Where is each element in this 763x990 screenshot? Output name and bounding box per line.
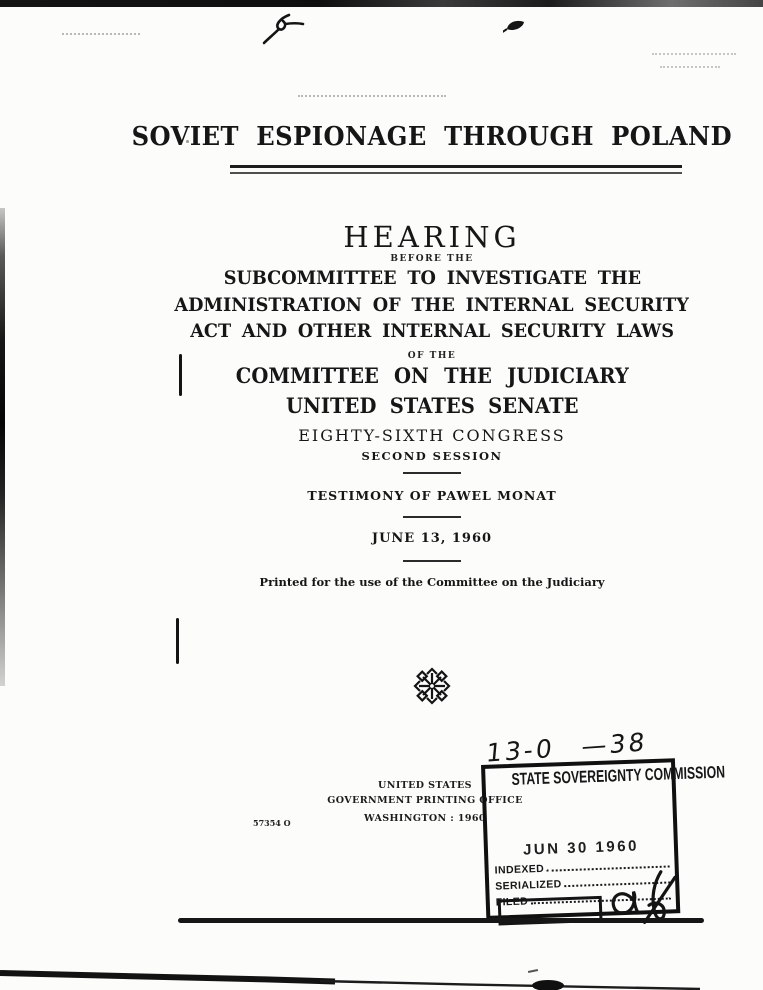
- printers-ornament: [412, 666, 452, 706]
- subcommittee-line: SUBCOMMITTEE TO INVESTIGATE THE: [223, 267, 641, 289]
- congress-label: EIGHTY-SIXTH CONGRESS: [298, 426, 566, 445]
- scan-speckle: [652, 53, 736, 55]
- top-edge-artifact: [0, 0, 763, 7]
- divider-rule: [403, 560, 461, 562]
- imprint-line: GOVERNMENT PRINTING OFFICE: [327, 795, 523, 806]
- before-the-label: BEFORE THE: [390, 254, 474, 264]
- imprint-line: WASHINGTON : 1960: [364, 813, 486, 824]
- left-edge-artifact: [0, 208, 5, 686]
- handwritten-number: 13-0 —38: [484, 727, 649, 768]
- scan-speckle: [62, 33, 140, 35]
- scan-speckle: [660, 66, 720, 68]
- subcommittee-name: [69, 265, 763, 345]
- double-rule: [230, 165, 682, 174]
- subcommittee-line: ACT AND OTHER INTERNAL SECURITY LAWS: [190, 320, 674, 342]
- hearing-date: JUNE 13, 1960: [371, 531, 493, 546]
- sovereignty-stamp: [481, 758, 726, 920]
- stamp-row-label: SERIALIZED: [495, 878, 562, 893]
- subcommittee-line: ADMINISTRATION OF THE INTERNAL SECURITY: [174, 293, 690, 316]
- bottom-rule: [178, 918, 704, 923]
- page-title: [69, 122, 763, 152]
- divider-rule: [403, 516, 461, 518]
- stamp-date: JUN 30 1960: [522, 837, 640, 859]
- page-title-text: SOVIET ESPIONAGE THROUGH POLAND: [131, 122, 733, 152]
- divider-rule: [403, 472, 461, 474]
- ink-blob: [503, 17, 531, 35]
- gpo-job-number: 57354 O: [253, 818, 291, 828]
- senate-name: UNITED STATES SENATE: [285, 393, 579, 418]
- margin-tick: [176, 618, 179, 664]
- imprint-line: UNITED STATES: [378, 780, 472, 791]
- ink-flourish: [255, 12, 307, 46]
- stamp-header: STATE SOVEREIGNTY COMMISSION: [511, 762, 726, 789]
- testimony-line: TESTIMONY OF PAWEL MONAT: [307, 488, 557, 503]
- stamp-row-label: INDEXED: [494, 862, 545, 877]
- session-label: SECOND SESSION: [361, 449, 503, 463]
- scan-speckle: [298, 95, 446, 97]
- hearing-heading: HEARING: [343, 220, 521, 254]
- of-the-label: OF THE: [407, 351, 457, 361]
- bottom-edge-artifact: [0, 964, 763, 990]
- committee-name: COMMITTEE ON THE JUDICIARY: [235, 363, 629, 388]
- stamp-row-label: FILED: [495, 895, 529, 909]
- printed-note: Printed for the use of the Committee on the Judiciary: [259, 575, 605, 589]
